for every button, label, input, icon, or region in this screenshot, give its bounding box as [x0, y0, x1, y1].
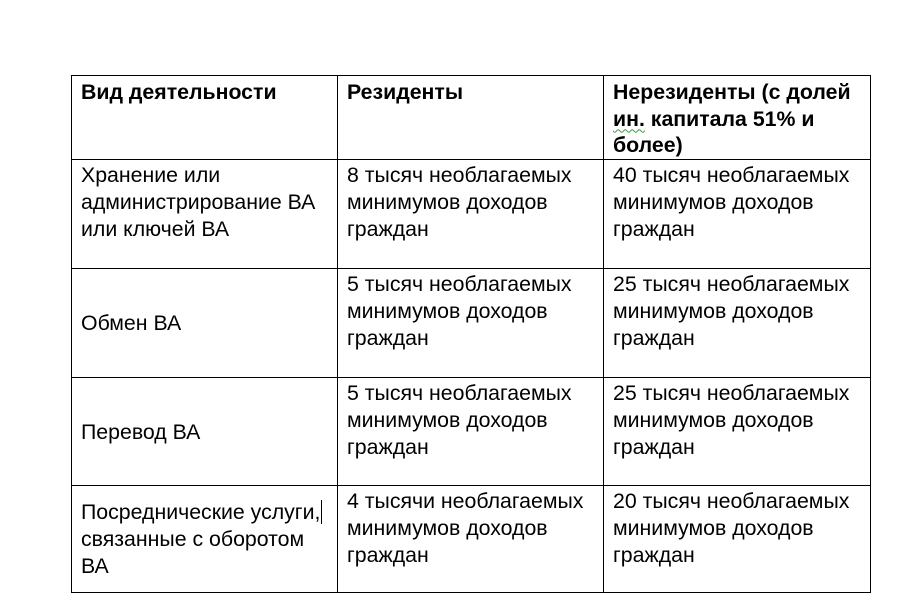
- table-row: [72, 159, 871, 268]
- cell-residents[interactable]: 5 тысяч необлагаемых минимумов доходов граждан: [338, 377, 604, 485]
- cell-activity-text-start: Посреднические услуги,: [81, 500, 321, 524]
- cell-residents[interactable]: 4 тысячи необлагаемых минимумов доходов граждан: [338, 485, 604, 592]
- table-header-row: [72, 76, 871, 160]
- cell-nonresidents[interactable]: 25 тысяч необлагаемых минимумов доходов граждан: [604, 377, 871, 485]
- cell-activity[interactable]: Перевод ВА: [72, 377, 338, 485]
- cell-activity[interactable]: Хранение или администрирование ВА или ключей ВА: [72, 159, 338, 268]
- table-row: [72, 377, 871, 485]
- license-fee-table: [71, 75, 871, 593]
- cell-activity[interactable]: Обмен ВА: [72, 268, 338, 377]
- cell-residents[interactable]: 8 тысяч необлагаемых минимумов доходов граждан: [338, 159, 604, 268]
- text-cursor: [321, 500, 322, 524]
- cell-activity[interactable]: [72, 485, 338, 592]
- table-row: [72, 485, 871, 592]
- cell-nonresidents[interactable]: 40 тысяч необлагаемых минимумов доходов граждан: [604, 159, 871, 268]
- header-nonresidents-text-start: Нерезиденты (с долей: [613, 80, 851, 104]
- header-activity[interactable]: Вид деятельности: [72, 76, 338, 160]
- spellcheck-marked-word[interactable]: ин.: [613, 106, 645, 131]
- cell-residents[interactable]: 5 тысяч необлагаемых минимумов доходов граждан: [338, 268, 604, 377]
- header-residents[interactable]: Резиденты: [338, 76, 604, 160]
- cell-activity-text-end: связанные с оборотом ВА: [81, 527, 305, 578]
- table-row: [72, 268, 871, 377]
- header-nonresidents[interactable]: [604, 76, 871, 160]
- cell-nonresidents[interactable]: 25 тысяч необлагаемых минимумов доходов граждан: [604, 268, 871, 377]
- header-nonresidents-text-end: капитала 51% и более): [613, 106, 815, 157]
- cell-nonresidents[interactable]: 20 тысяч необлагаемых минимумов доходов граждан: [604, 485, 871, 592]
